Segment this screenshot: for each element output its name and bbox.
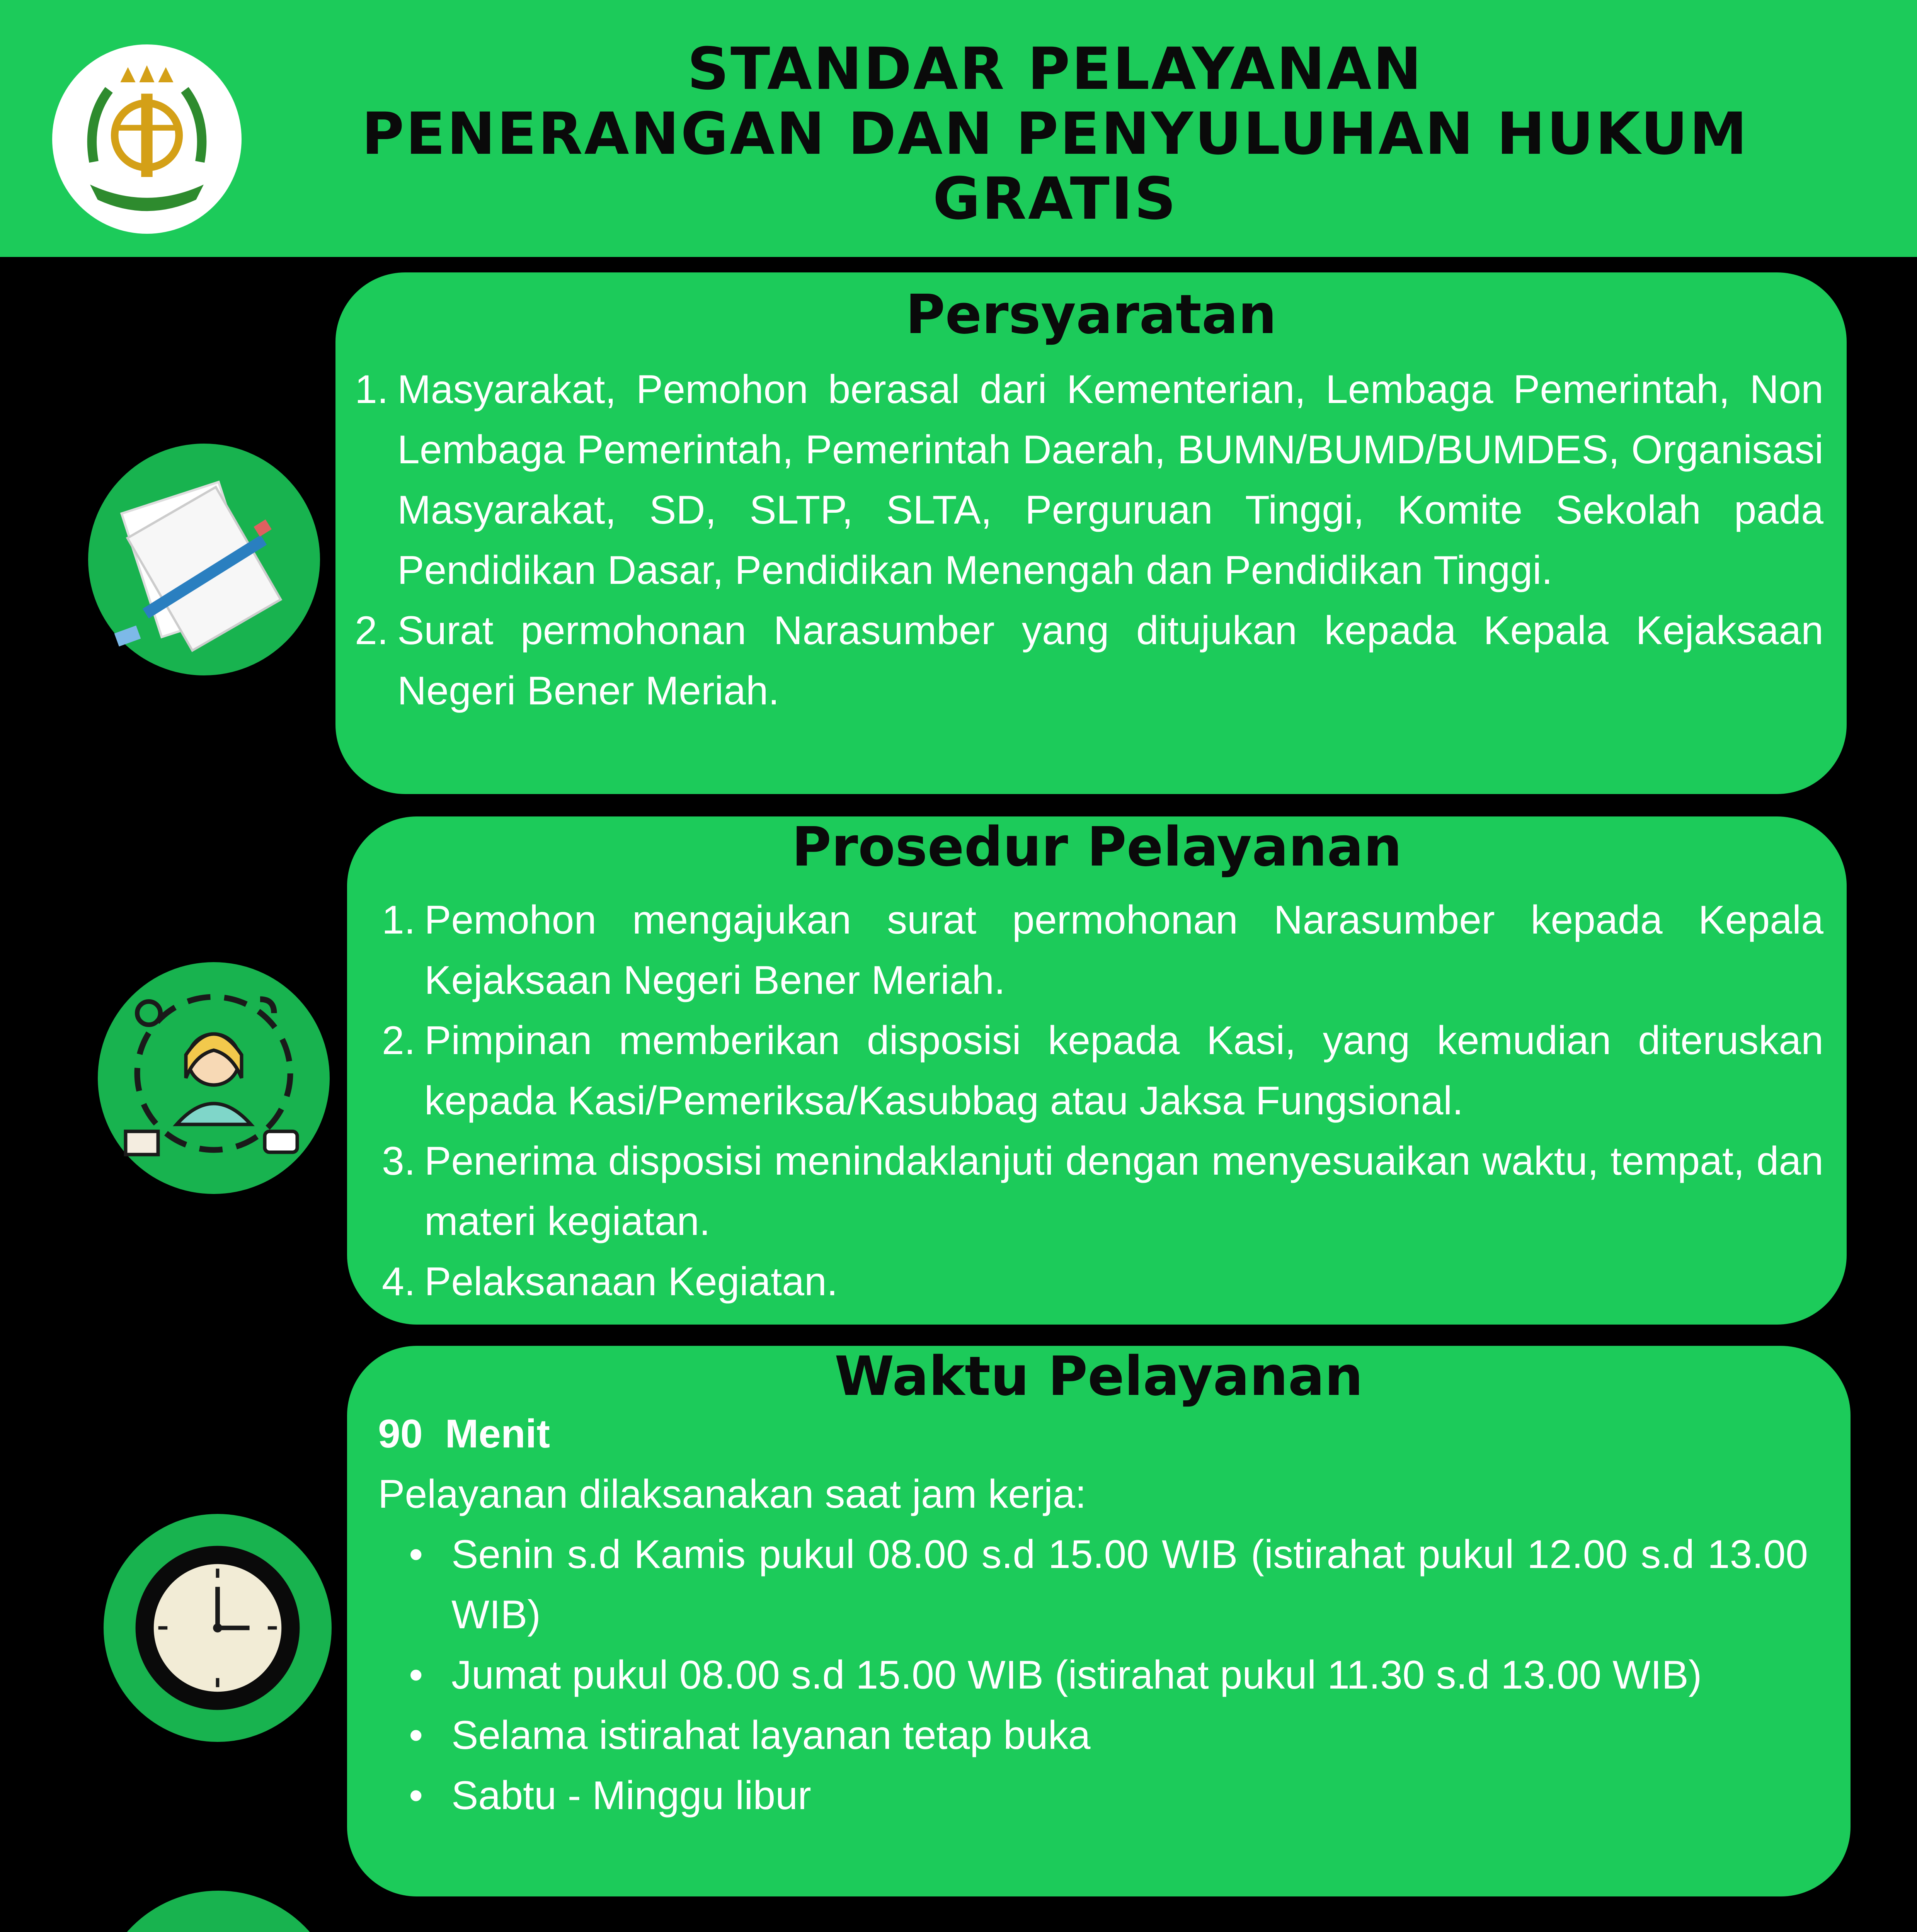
title-line-2: PENERANGAN DAN PENYULUHAN HUKUM <box>361 100 1749 168</box>
customer-service-icon <box>98 962 330 1194</box>
list-number: 2. <box>355 608 388 653</box>
list-item <box>382 890 1823 1010</box>
list-item <box>355 359 1823 600</box>
list-number: 1. <box>382 898 415 942</box>
waktu-duration: 90 Menit <box>378 1412 550 1456</box>
waktu-intro: Pelayanan dilaksanakan saat jam kerja: <box>378 1472 1086 1517</box>
bullet: • <box>409 1713 423 1758</box>
list-item <box>355 600 1823 721</box>
list-text: Pelaksanaan Kegiatan. <box>424 1259 838 1304</box>
persyaratan-card <box>335 272 1847 794</box>
list-item <box>382 1010 1823 1131</box>
list-number: 4. <box>382 1259 415 1304</box>
list-item <box>378 1524 1808 1645</box>
page-title <box>271 37 1840 231</box>
list-text: Jumat pukul 08.00 s.d 15.00 WIB (istirahat pukul 11.30 s.d 13.00 WIB) <box>451 1653 1702 1697</box>
list-text: Masyarakat, Pemohon berasal dari Kementerian, Lembaga Pemerintah, Non Lembaga Pemerintah, Pemerintah Daerah, BUMN/BUMD/BUMDES, Organisasi Masyarakat, SD, SLTP, SLTA, Perguruan Tinggi, Komite Sekolah pada Pendidikan Dasar, Pendidikan Menengah dan Pendidikan Tinggi. <box>397 367 1823 593</box>
list-item <box>382 1131 1823 1252</box>
waktu-card <box>347 1346 1851 1896</box>
bullet: • <box>409 1773 423 1818</box>
list-item <box>382 1252 1823 1312</box>
invoice-calculator-icon <box>97 1891 340 1932</box>
prosedur-title: Prosedur Pelayanan <box>792 816 1402 879</box>
list-number: 2. <box>382 1018 415 1063</box>
list-item <box>378 1705 1808 1765</box>
bullet: • <box>409 1532 423 1577</box>
list-text: Pemohon mengajukan surat permohonan Narasumber kepada Kepala Kejaksaan Negeri Bener Meriah. <box>424 898 1823 1003</box>
paper-pencil-icon <box>88 444 320 675</box>
list-text: Selama istirahat layanan tetap buka <box>451 1713 1091 1758</box>
title-line-1: STANDAR PELAYANAN <box>687 36 1423 103</box>
list-text: Pimpinan memberikan disposisi kepada Kasi, yang kemudian diteruskan kepada Kasi/Pemeriksa/Kasubbag atau Jaksa Fungsional. <box>424 1018 1823 1123</box>
prosedur-card <box>347 816 1847 1325</box>
list-item <box>378 1765 1808 1826</box>
persyaratan-title: Persyaratan <box>905 283 1277 346</box>
waktu-list <box>378 1524 1808 1826</box>
list-item <box>378 1645 1808 1705</box>
list-text: Sabtu - Minggu libur <box>451 1773 811 1818</box>
title-line-3: GRATIS <box>933 165 1178 233</box>
bullet: • <box>409 1653 423 1697</box>
list-number: 1. <box>355 367 388 412</box>
list-text: Surat permohonan Narasumber yang ditujukan kepada Kepala Kejaksaan Negeri Bener Meriah. <box>397 608 1823 713</box>
list-text: Senin s.d Kamis pukul 08.00 s.d 15.00 WIB (istirahat pukul 12.00 s.d 13.00 WIB) <box>451 1532 1808 1637</box>
list-number: 3. <box>382 1139 415 1184</box>
prosecutor-emblem-icon <box>52 44 242 234</box>
list-text: Penerima disposisi menindaklanjuti dengan menyesuaikan waktu, tempat, dan materi kegiatan. <box>424 1139 1823 1244</box>
persyaratan-list <box>355 359 1823 721</box>
prosedur-list <box>382 890 1823 1312</box>
clock-icon <box>104 1514 332 1742</box>
waktu-title: Waktu Pelayanan <box>834 1345 1363 1408</box>
